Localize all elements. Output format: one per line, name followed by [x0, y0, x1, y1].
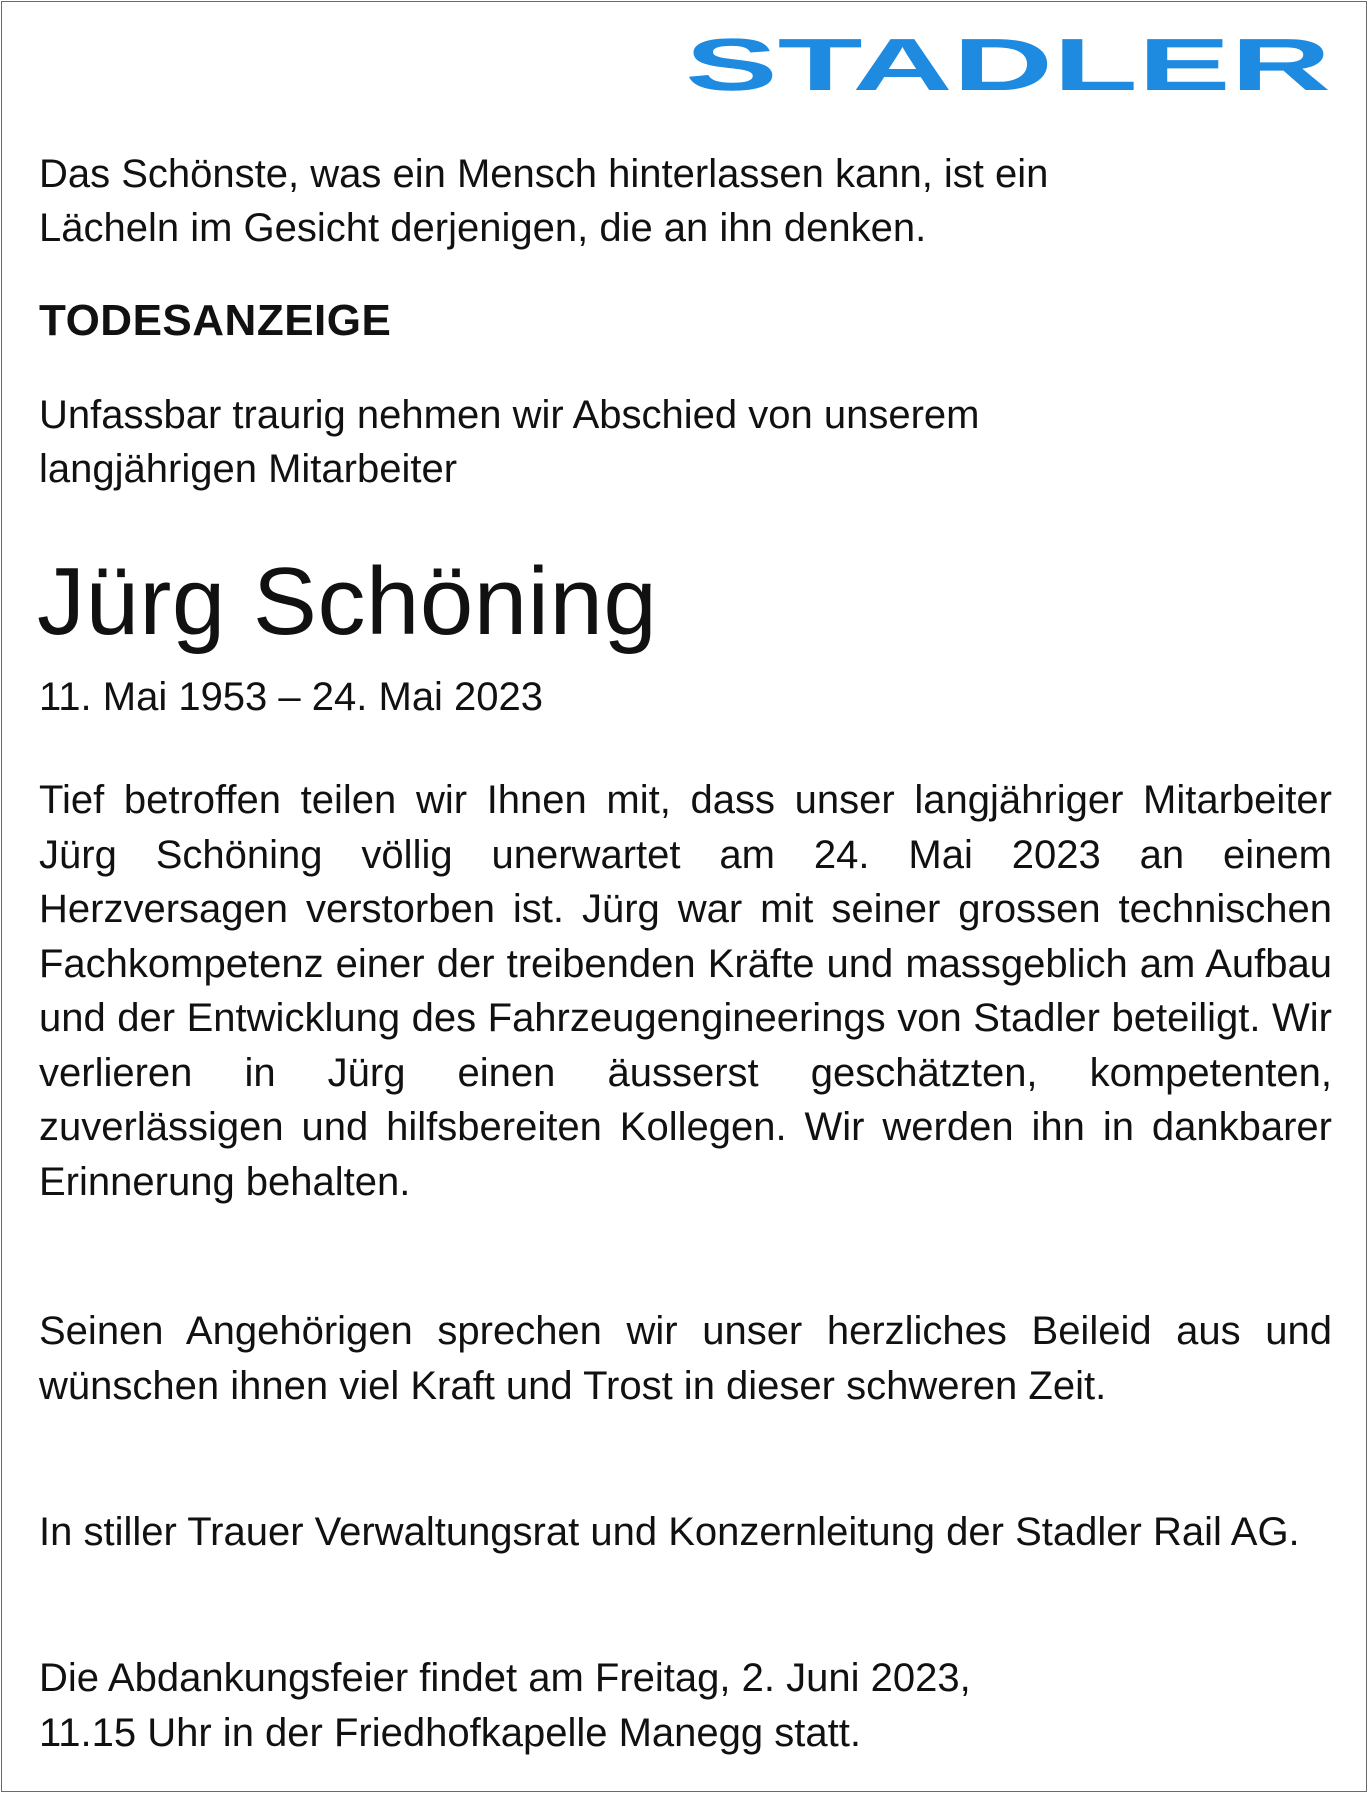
funeral-info-line: Die Abdankungsfeier findet am Freitag, 2. Juni 2023, [39, 1656, 971, 1700]
quote-line: Das Schönste, was ein Mensch hinterlassen kann, ist ein [39, 152, 1049, 196]
tribute-paragraph: Tief betroffen teilen wir Ihnen mit, dass unser langjähriger Mitarbeiter Jürg Schöning völlig unerwartet am 24. Mai 2023 an einem Herzversagen verstorben ist. Jürg war mit seiner grossen technischen Fachkompetenz einer der treibenden Kräfte und massgeblich am Aufbau und der Entwicklung des Fahrzeugengineerings von Stadler beteiligt. Wir verlieren in Jürg einen äusserst geschätzten, kompetenten, zuverlässigen und hilfsbereiten Kollegen. Wir werden ihn in dankbarer Erinnerung behalten. [39, 778, 1332, 1204]
signature-paragraph: In stiller Trauer Verwaltungsrat und Konzernleitung der Stadler Rail AG. [39, 1510, 1300, 1554]
stadler-logo-graphic [684, 34, 1332, 96]
intro-line: Unfassbar traurig nehmen wir Abschied von unserem [39, 393, 980, 437]
life-dates: 11. Mai 1953 – 24. Mai 2023 [39, 675, 544, 719]
stadler-logo-wordmark: STADLER [685, 34, 1331, 96]
condolence-paragraph: Seinen Angehörigen sprechen wir unser herzliches Beileid aus und wünschen ihnen viel Kraft und Trost in dieser schweren Zeit. [39, 1309, 1332, 1408]
announcement-heading: TODESANZEIGE [39, 296, 392, 345]
intro-text [39, 388, 1332, 496]
quote-line: Lächeln im Gesicht derjenigen, die an ihn denken. [39, 206, 927, 250]
opening-quote [39, 147, 1332, 255]
deceased-name: Jürg Schöning [37, 548, 658, 655]
stadler-logo [684, 34, 1332, 96]
funeral-info [39, 1651, 1332, 1760]
funeral-info-line: 11.15 Uhr in der Friedhofkapelle Manegg statt. [39, 1710, 861, 1755]
intro-line: langjährigen Mitarbeiter [39, 447, 458, 491]
